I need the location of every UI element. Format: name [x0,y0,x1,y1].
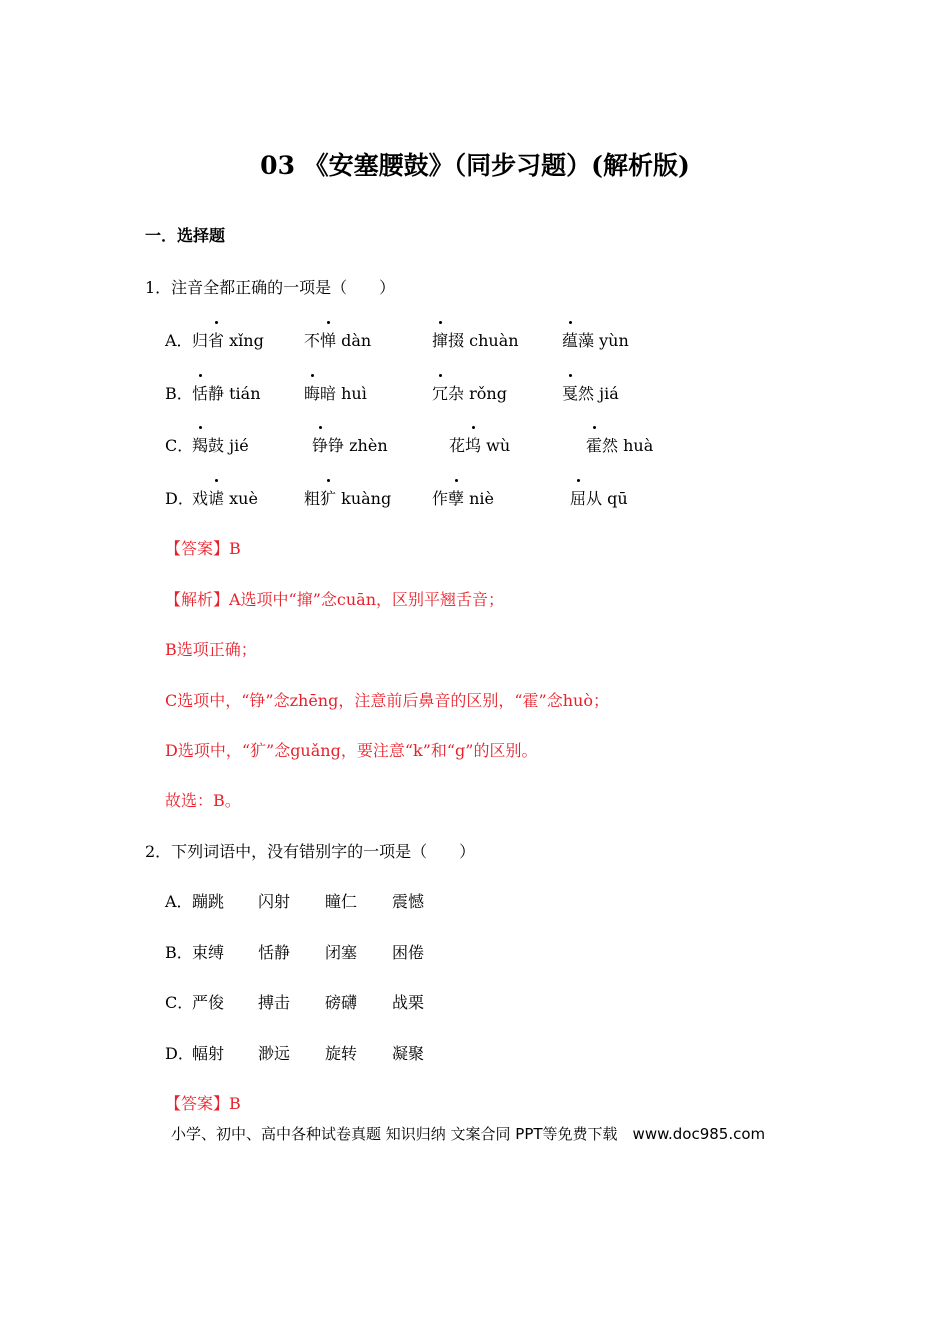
q1-b-label: B． [165,384,193,403]
q2-stem: 2．下列词语中，没有错别字的一项是（ ） [145,842,476,861]
q2-b-word-2: 恬静 [258,943,291,962]
q2-a-word-2: 闪射 [258,892,291,911]
q1-analysis-line-5: 故选：B。 [165,791,241,810]
q1-a-item-2: 不惮 dàn [304,328,371,351]
q2-a-word-4: 震憾 [392,892,425,911]
q2-d-word-3: 旋转 [325,1044,358,1063]
q2-a-word-3: 瞳仁 [325,892,358,911]
q2-c-label: C． [165,993,194,1012]
q1-b-item-2: 晦暗 huì [304,381,367,404]
q1-b-item-1: 恬静 tián [192,381,261,404]
q1-a-item-3: 撺掇 chuàn [432,328,519,351]
q2-d-word-4: 凝聚 [392,1044,425,1063]
q1-d-label: D． [165,489,194,508]
q2-c-word-2: 搏击 [258,993,291,1012]
q2-b-label: B． [165,943,193,962]
q1-d-item-4: 屈从 qū [570,486,628,509]
q1-d-item-3: 作孽 niè [432,486,494,509]
q1-b-item-3: 冗杂 rǒng [432,381,507,404]
section-heading: 一．选择题 [145,226,226,245]
q2-d-label: D． [165,1044,194,1063]
q2-d-word-1: 幅射 [192,1044,225,1063]
q2-c-word-4: 战栗 [392,993,425,1012]
q1-d-item-1: 戏谑 xuè [192,486,258,509]
q2-b-word-4: 困倦 [392,943,425,962]
q2-a-word-1: 蹦跳 [192,892,225,911]
footer-text: 小学、初中、高中各种试卷真题 知识归纳 文案合同 PPT等免费下载 www.doc985.com [171,1125,766,1143]
q1-a-item-1: 归省 xǐng [192,328,264,351]
q1-c-item-4: 霍然 huà [586,433,653,456]
q1-b-item-4: 戛然 jiá [562,381,619,404]
q1-a-label: A． [165,331,193,350]
q2-answer: 【答案】B [165,1094,241,1113]
q2-c-word-3: 磅礴 [325,993,358,1012]
q2-b-word-1: 束缚 [192,943,225,962]
q1-c-item-3: 花坞 wù [449,433,510,456]
q2-d-word-2: 渺远 [258,1044,291,1063]
q1-a-item-4: 蕴藻 yùn [562,328,629,351]
q1-stem: 1．注音全都正确的一项是（ ） [145,278,396,297]
q1-d-item-2: 粗犷 kuàng [304,486,391,509]
q1-analysis-line-3: C选项中，“铮”念zhēng，注意前后鼻音的区别，“霍”念huò； [165,691,609,710]
q2-b-word-3: 闭塞 [325,943,358,962]
q1-analysis-line-4: D选项中，“犷”念guǎng，要注意“k”和“g”的区别。 [165,741,538,760]
q1-c-item-1: 羯鼓 jié [192,433,249,456]
document-title: 03 《安塞腰鼓》（同步习题）(解析版) [260,151,690,180]
q1-answer: 【答案】B [165,539,241,558]
q1-analysis-line-1: 【解析】A选项中“撺”念cuān，区别平翘舌音； [165,590,505,609]
q2-a-label: A． [165,892,193,911]
q2-c-word-1: 严俊 [192,993,225,1012]
q1-c-label: C． [165,436,194,455]
q1-analysis-line-2: B选项正确； [165,640,257,659]
q1-c-item-2: 铮铮 zhèn [312,433,388,456]
